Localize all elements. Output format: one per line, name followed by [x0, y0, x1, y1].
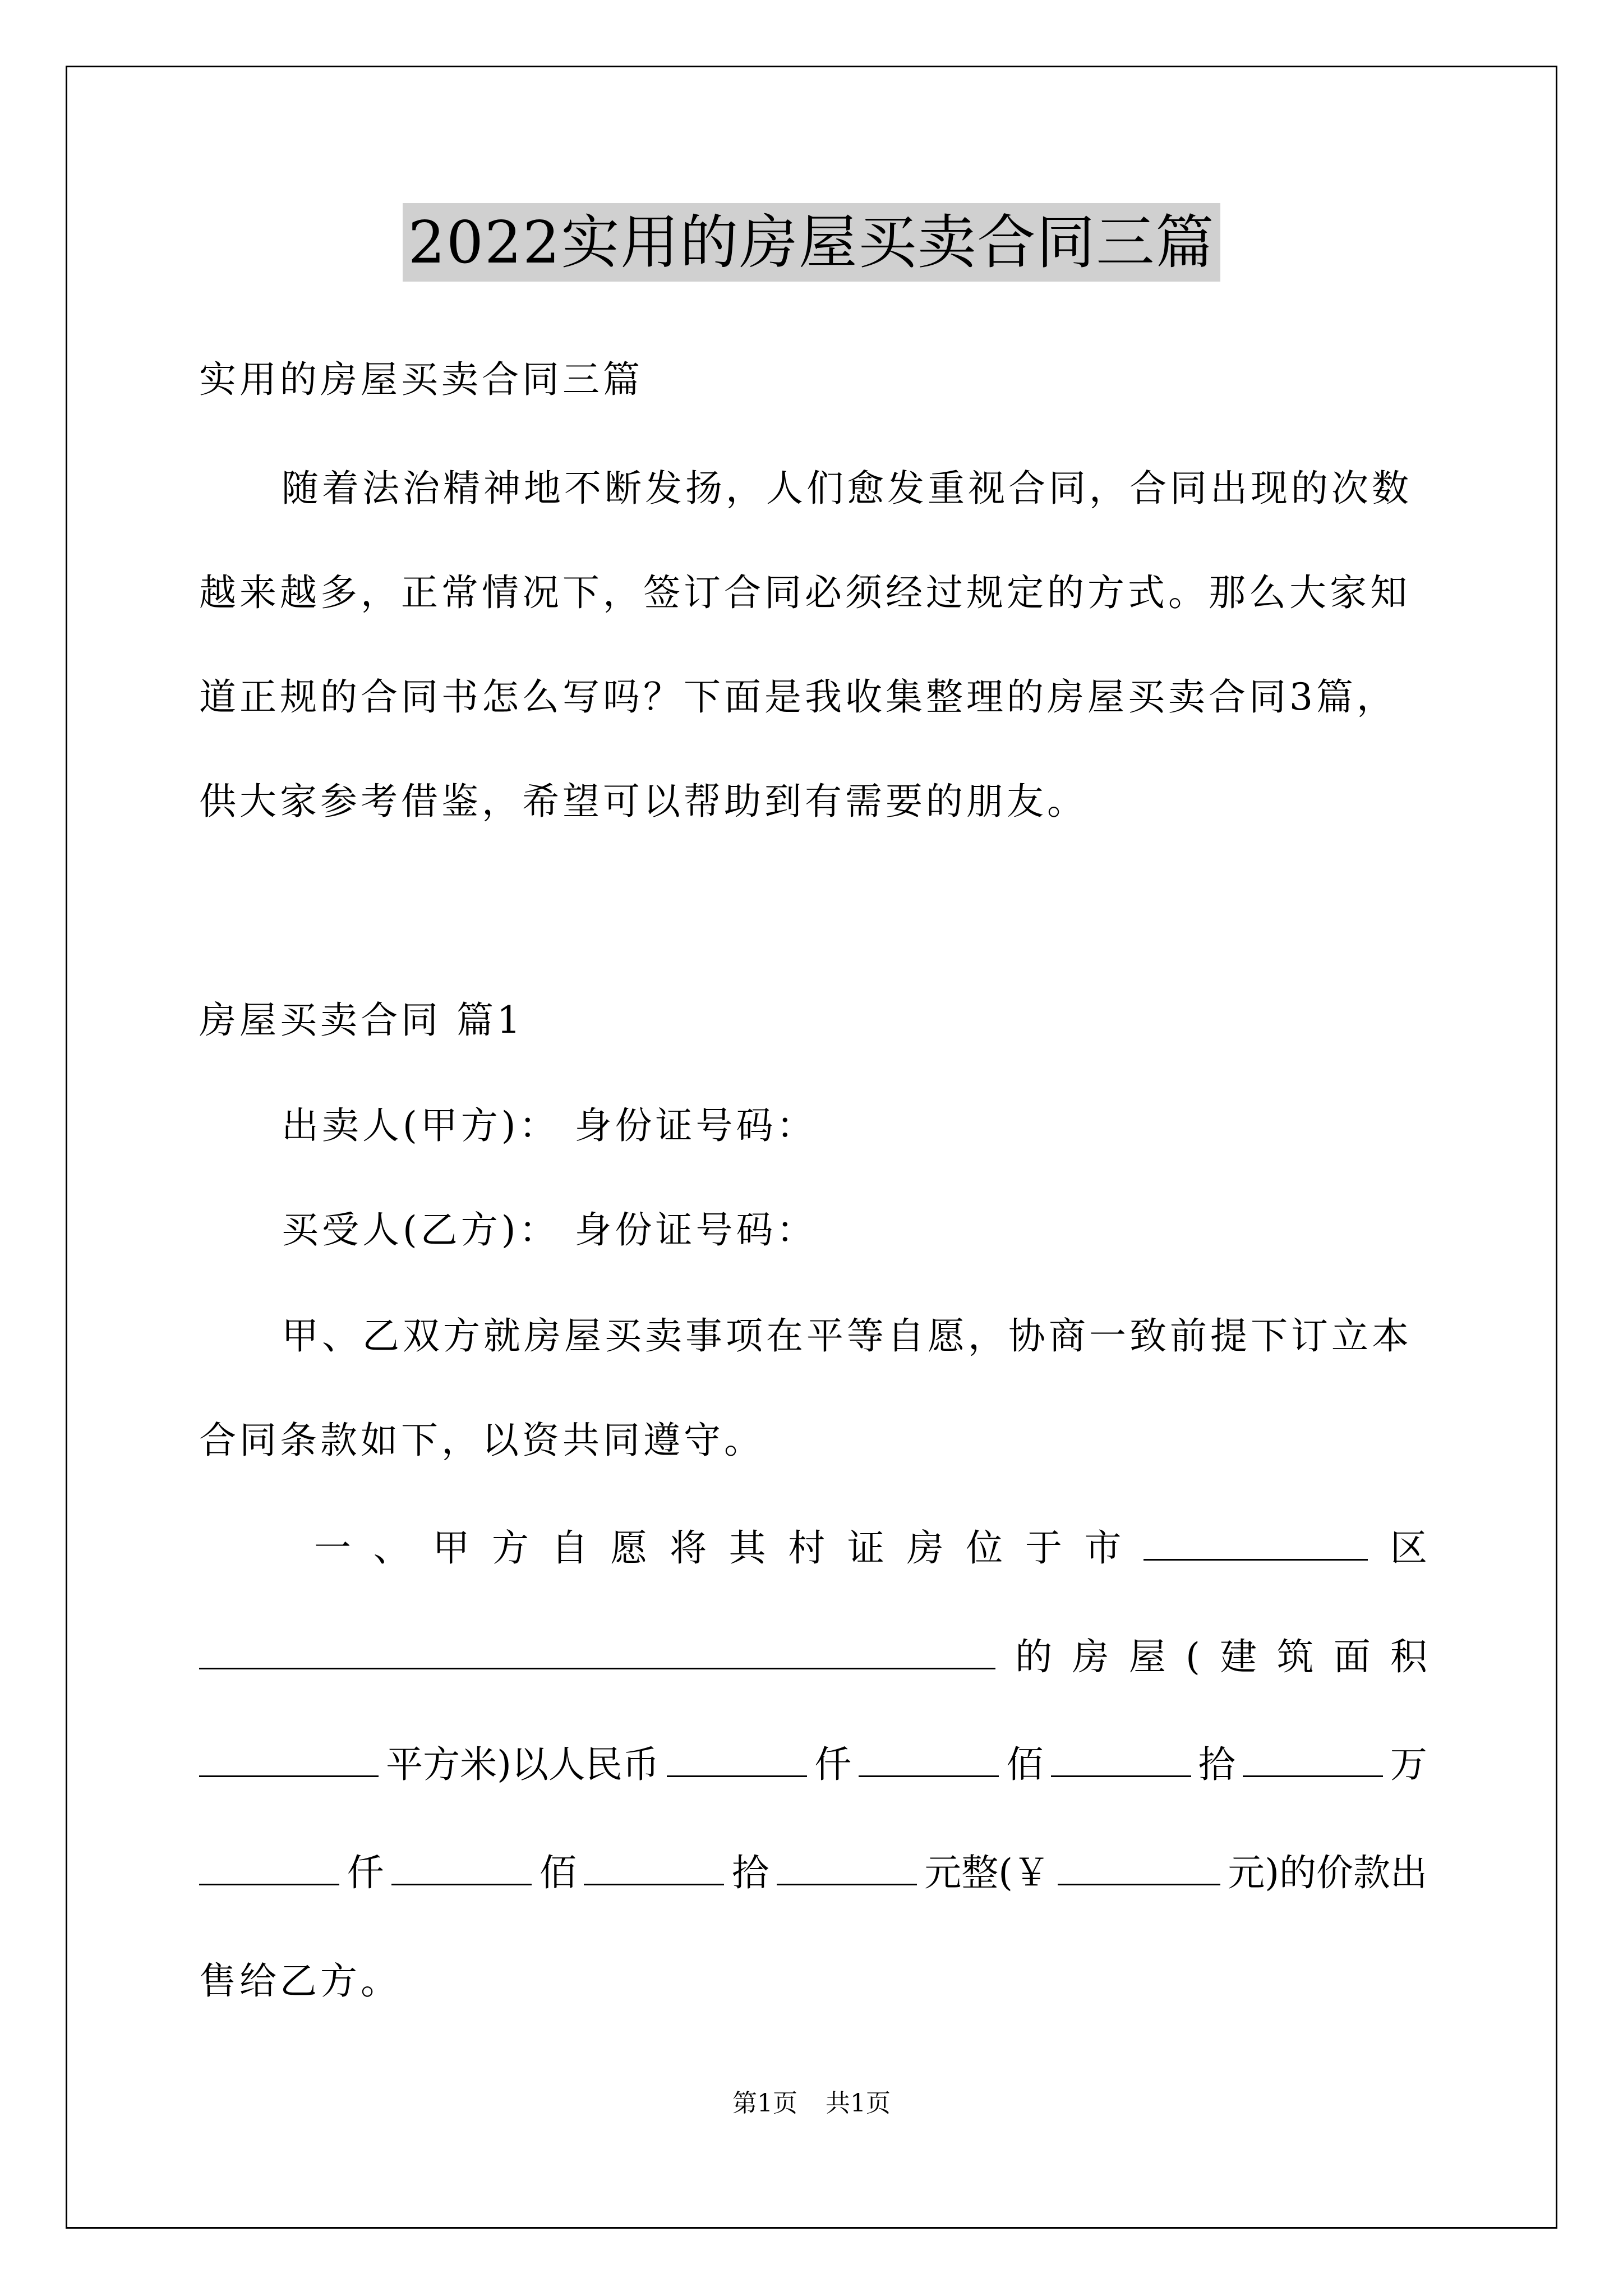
title-wrap — [0, 203, 1623, 282]
clause-char: 面 — [1333, 1635, 1371, 1678]
buyer-line: 买受人(乙方)： 身份证号码： — [282, 1208, 817, 1251]
clause-char: 甲 — [432, 1526, 470, 1570]
page-total: 共1页 — [826, 2089, 891, 2118]
clause-1-line-b — [199, 1630, 1427, 1685]
clause-char: 其 — [728, 1526, 766, 1570]
clause-text: 元)的价款出 — [1228, 1851, 1427, 1894]
clause-text: 佰 — [539, 1851, 577, 1894]
intro-line-1: 随着法治精神地不断发扬，人们愈发重视合同，合同出现的次数 — [282, 467, 1412, 510]
clause-1-line-d — [199, 1846, 1427, 1901]
blank-amount — [1243, 1738, 1383, 1777]
clause-char: 房 — [906, 1526, 944, 1570]
blank-amount-yuan — [1058, 1847, 1220, 1885]
clause-text: 拾 — [732, 1851, 769, 1894]
clause-1-line-a — [314, 1521, 1427, 1576]
blank-area — [199, 1738, 379, 1777]
clause-char: 位 — [966, 1526, 1003, 1570]
clause-char: ( — [1186, 1635, 1200, 1678]
clause-char: 村 — [788, 1526, 826, 1570]
clause-char: 证 — [847, 1526, 884, 1570]
clause-text: 平方米)以人民币 — [386, 1743, 660, 1786]
clause-1-line-c — [199, 1737, 1427, 1792]
blank-amount — [584, 1847, 724, 1885]
clause-char: 屋 — [1128, 1635, 1166, 1678]
clause-char: 自 — [551, 1526, 588, 1570]
blank-address — [199, 1631, 995, 1669]
section-heading: 房屋买卖合同 篇1 — [199, 999, 524, 1042]
seller-line: 出卖人(甲方)： 身份证号码： — [282, 1104, 817, 1147]
intro-line-4: 供大家参考借鉴，希望可以帮助到有需要的朋友。 — [199, 780, 1087, 823]
clause-text: 拾 — [1198, 1743, 1235, 1786]
clause-char: 积 — [1390, 1635, 1427, 1678]
agreement-line-1: 甲、乙双方就房屋买卖事项在平等自愿，协商一致前提下订立本 — [282, 1314, 1412, 1358]
blank-amount — [391, 1847, 532, 1885]
intro-line-3: 道正规的合同书怎么写吗？下面是我收集整理的房屋买卖合同3篇， — [199, 675, 1397, 719]
blank-amount — [1051, 1738, 1191, 1777]
clause-char: 房 — [1072, 1635, 1109, 1678]
intro-line-2: 越来越多，正常情况下，签订合同必须经过规定的方式。那么大家知 — [199, 571, 1410, 614]
clause-char: 、 — [373, 1526, 411, 1570]
clause-1-line-e: 售给乙方。 — [199, 1959, 401, 2003]
blank-amount — [199, 1847, 339, 1885]
clause-char: 愿 — [610, 1526, 648, 1570]
blank-amount — [777, 1847, 917, 1885]
clause-char: 的 — [1015, 1635, 1053, 1678]
clause-text: 万 — [1390, 1743, 1427, 1786]
agreement-line-2: 合同条款如下，以资共同遵守。 — [199, 1419, 764, 1462]
clause-char: 建 — [1220, 1635, 1257, 1678]
document-title: 2022实用的房屋买卖合同三篇 — [403, 203, 1221, 282]
page-number: 第1页 — [732, 2089, 797, 2118]
clause-char: 筑 — [1276, 1635, 1314, 1678]
blank-city — [1144, 1522, 1368, 1561]
blank-amount — [859, 1738, 999, 1777]
subtitle: 实用的房屋买卖合同三篇 — [199, 358, 643, 401]
clause-char: 一 — [314, 1526, 351, 1570]
clause-char: 将 — [669, 1526, 707, 1570]
clause-text: 仟 — [814, 1743, 852, 1786]
clause-text: 佰 — [1006, 1743, 1044, 1786]
clause-char: 于 — [1025, 1526, 1062, 1570]
clause-text: 元整(￥ — [924, 1851, 1050, 1894]
clause-text: 仟 — [347, 1851, 384, 1894]
clause-char: 方 — [491, 1526, 529, 1570]
clause-char: 区 — [1390, 1526, 1427, 1570]
page-footer — [0, 2087, 1623, 2120]
blank-amount — [667, 1738, 807, 1777]
clause-char: 市 — [1084, 1526, 1122, 1570]
